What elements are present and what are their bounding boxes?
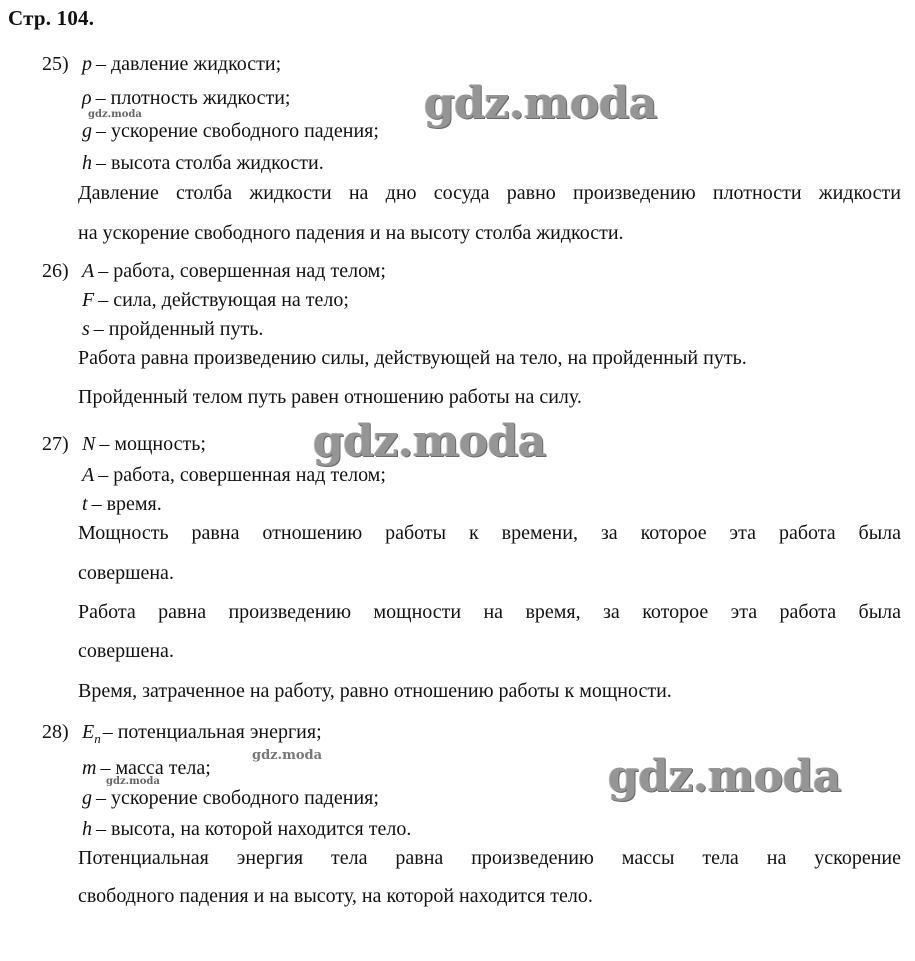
definition: – плотность жидкости;: [95, 87, 291, 109]
item-26-paragraph: Пройденный телом путь равен отношению работы на силу.: [78, 386, 582, 408]
item-25-paragraph: Давление столба жидкости на дно сосуда равно произведению плотности жидкости: [78, 182, 901, 204]
symbol: t: [82, 493, 88, 515]
item-25-paragraph: на ускорение свободного падения и на высоту столба жидкости.: [78, 222, 624, 244]
watermark-small: gdz.moda: [252, 748, 323, 763]
item-26-def-1: [42, 259, 386, 283]
item-number: 28): [42, 721, 69, 743]
item-25-def-2: [82, 86, 290, 110]
item-25-def-3: [82, 119, 379, 143]
item-28-def-2: [82, 756, 211, 780]
definition: – ускорение свободного падения;: [96, 120, 379, 142]
definition: – высота, на которой находится тело.: [96, 818, 412, 840]
symbol: s: [82, 318, 90, 340]
item-26-def-2: [82, 288, 349, 312]
definition: – пройденный путь.: [93, 318, 264, 340]
page-heading: Стр. 104.: [8, 6, 95, 30]
symbol: m: [82, 757, 97, 779]
item-27-paragraph: совершена.: [78, 562, 174, 584]
item-number: 27): [42, 433, 69, 455]
symbol: ρ: [82, 87, 92, 109]
item-26-def-3: [82, 317, 263, 341]
symbol: A: [82, 260, 95, 282]
symbol: p: [82, 53, 92, 75]
item-28-def-3: [82, 786, 379, 810]
definition: – сила, действующая на тело;: [98, 289, 349, 311]
watermark-logo: gdz.moda: [313, 416, 547, 467]
symbol: g: [82, 787, 92, 809]
watermark-small: gdz.moda: [88, 109, 142, 120]
item-27-def-1: [42, 432, 206, 456]
item-27-def-2: [82, 463, 386, 487]
watermark-small: gdz.moda: [106, 776, 160, 787]
definition: – время.: [91, 493, 162, 515]
watermark-logo: gdz.moda: [424, 78, 658, 129]
symbol: F: [82, 289, 95, 311]
item-28-paragraph: Потенциальная энергия тела равна произведению массы тела на ускорение: [78, 847, 901, 869]
symbol: g: [82, 120, 92, 142]
item-26-paragraph: Работа равна произведению силы, действующей на тело, на пройденный путь.: [78, 347, 747, 369]
watermark-logo: gdz.moda: [608, 751, 842, 802]
item-27-paragraph: совершена.: [78, 640, 174, 662]
item-28-paragraph: свободного падения и на высоту, на которой находится тело.: [78, 885, 593, 907]
symbol: N: [82, 433, 96, 455]
symbol: h: [82, 152, 92, 174]
item-27-paragraph: Мощность равна отношению работы к времени, за которое эта работа была: [78, 522, 901, 544]
item-25-def-1: [42, 52, 281, 76]
symbol: A: [82, 464, 95, 486]
item-27-def-3: [82, 492, 162, 516]
definition: – давление жидкости;: [96, 53, 282, 75]
definition: – масса тела;: [100, 757, 211, 779]
item-28-def-4: [82, 817, 411, 841]
definition: – потенциальная энергия;: [102, 721, 322, 743]
item-number: 25): [42, 53, 69, 75]
symbol-subscript: n: [94, 731, 101, 746]
item-number: 26): [42, 260, 69, 282]
symbol: h: [82, 818, 92, 840]
definition: – работа, совершенная над телом;: [98, 260, 386, 282]
definition: – работа, совершенная над телом;: [98, 464, 386, 486]
item-28-def-1: [42, 720, 322, 751]
definition: – высота столба жидкости.: [96, 152, 324, 174]
item-27-paragraph: Время, затраченное на работу, равно отношению работы к мощности.: [78, 680, 672, 702]
definition: – ускорение свободного падения;: [96, 787, 379, 809]
item-25-def-4: [82, 151, 324, 175]
definition: – мощность;: [99, 433, 206, 455]
symbol: E: [82, 721, 95, 743]
item-27-paragraph: Работа равна произведению мощности на время, за которое эта работа была: [78, 601, 901, 623]
